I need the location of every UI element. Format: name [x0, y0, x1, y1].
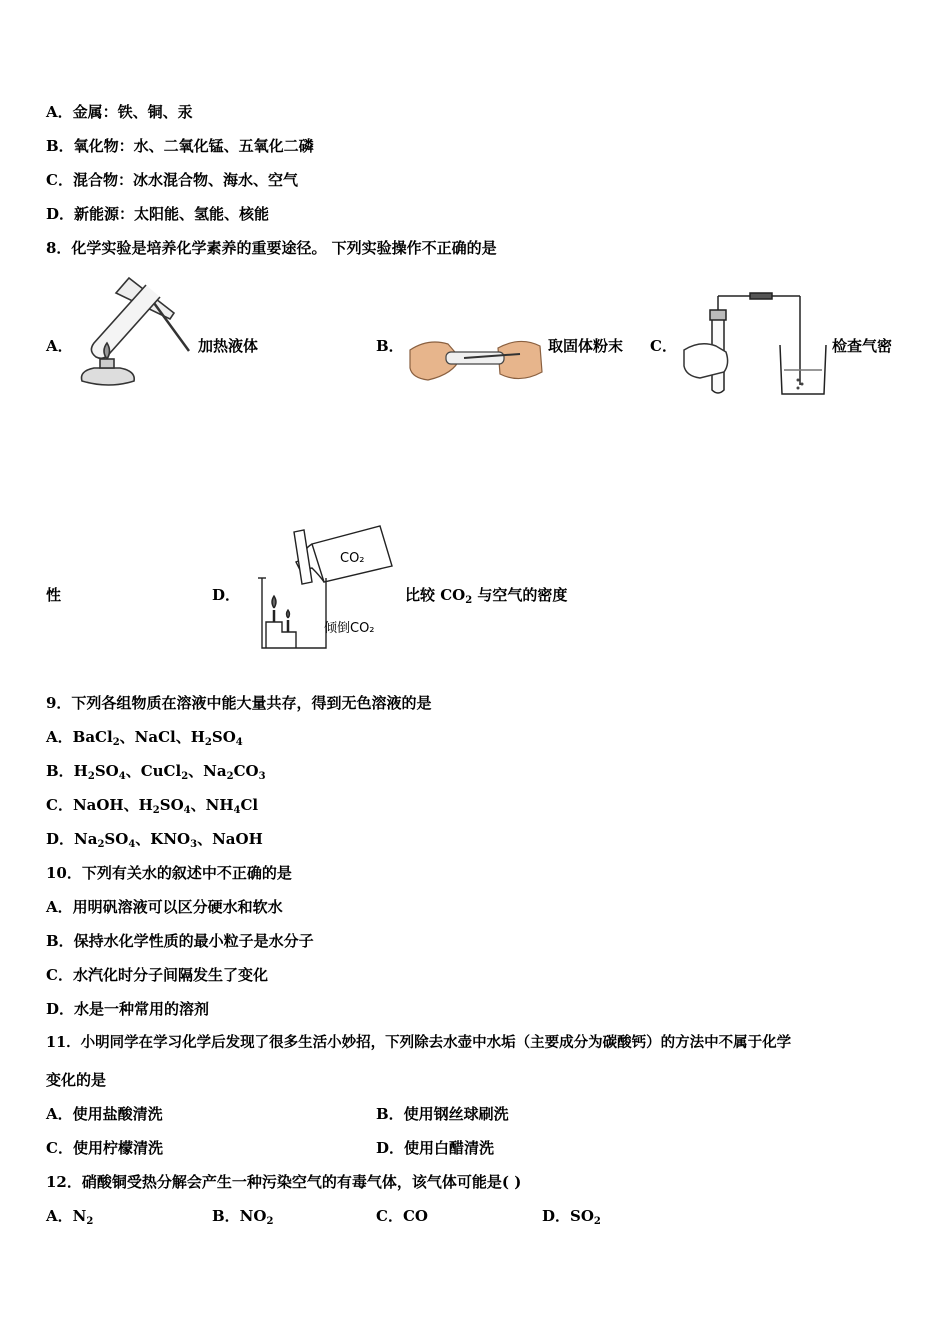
q8-option-c-caption: 检查气密	[832, 337, 893, 355]
q12-option-b: B．$NO_2$	[212, 1207, 274, 1227]
taking-powder-figure	[408, 330, 544, 388]
q7-option-d: D．新能源：太阳能、氢能、核能	[46, 205, 270, 223]
q12-option-d: D．$SO_2$	[542, 1207, 601, 1227]
q12-option-a: A．$N_2$	[46, 1207, 94, 1227]
q11-stem-line2: 变化的是	[46, 1071, 107, 1089]
heating-liquid-figure	[74, 273, 194, 388]
q12-option-c: C．CO	[376, 1207, 428, 1225]
q7-option-a: A．金属：铁、铜、汞	[46, 103, 193, 121]
q11-option-d: D．使用白醋清洗	[376, 1139, 495, 1157]
airtightness-check-figure	[680, 290, 830, 400]
q8-option-c-caption-continued: 性	[46, 586, 62, 604]
co2-bottle-label: CO₂	[340, 551, 365, 566]
q10-option-d: D．水是一种常用的溶剂	[46, 1000, 210, 1018]
q8-stem: 8．化学实验是培养化学素养的重要途径。 下列实验操作不正确的是	[46, 239, 497, 257]
q9-option-a: A．BaCl$_2$、NaCl、$H_2SO_4$	[46, 728, 243, 748]
q11-option-a: A．使用盐酸清洗	[46, 1105, 163, 1123]
q8-option-d-caption: 比较 $CO_2$ 与空气的密度	[405, 586, 568, 606]
q11-stem-line1: 11．小明同学在学习化学后发现了很多生活小妙招，下列除去水壶中水垢（主要成分为碳酸钙）的方法中不属于化学	[46, 1034, 792, 1051]
q8-option-a-letter: A．	[46, 337, 73, 355]
q9-option-b: B．$H_2SO_4$、CuCl$_2$、$Na_2CO_3$	[46, 762, 266, 782]
q10-option-a: A．用明矾溶液可以区分硬水和软水	[46, 898, 283, 916]
q9-option-d: D．$Na_2SO_4$、$KNO_3$、NaOH	[46, 830, 263, 850]
q12-stem: 12．硝酸铜受热分解会产生一种污染空气的有毒气体，该气体可能是( )	[46, 1173, 522, 1191]
q11-option-c: C．使用柠檬清洗	[46, 1139, 163, 1157]
pour-co2-label: 倾倒CO₂	[324, 621, 375, 636]
co2-density-figure	[256, 522, 396, 652]
q10-option-c: C．水汽化时分子间隔发生了变化	[46, 966, 268, 984]
q9-stem: 9．下列各组物质在溶液中能大量共存，得到无色溶液的是	[46, 694, 432, 712]
q7-option-c: C．混合物：冰水混合物、海水、空气	[46, 171, 298, 189]
q8-option-b-letter: B．	[376, 337, 404, 355]
q8-option-c-letter: C．	[650, 337, 677, 355]
q9-option-c: C．NaOH、$H_2SO_4$、$NH_4Cl$	[46, 796, 259, 816]
q8-option-d-letter: D．	[212, 586, 241, 604]
q7-option-b: B．氧化物：水、二氧化锰、五氧化二磷	[46, 137, 314, 155]
q10-option-b: B．保持水化学性质的最小粒子是水分子	[46, 932, 314, 950]
q8-option-b-caption: 取固体粉末	[548, 337, 624, 355]
q11-option-b: B．使用钢丝球刷洗	[376, 1105, 509, 1123]
q8-option-a-caption: 加热液体	[198, 337, 259, 355]
q10-stem: 10．下列有关水的叙述中不正确的是	[46, 864, 292, 882]
